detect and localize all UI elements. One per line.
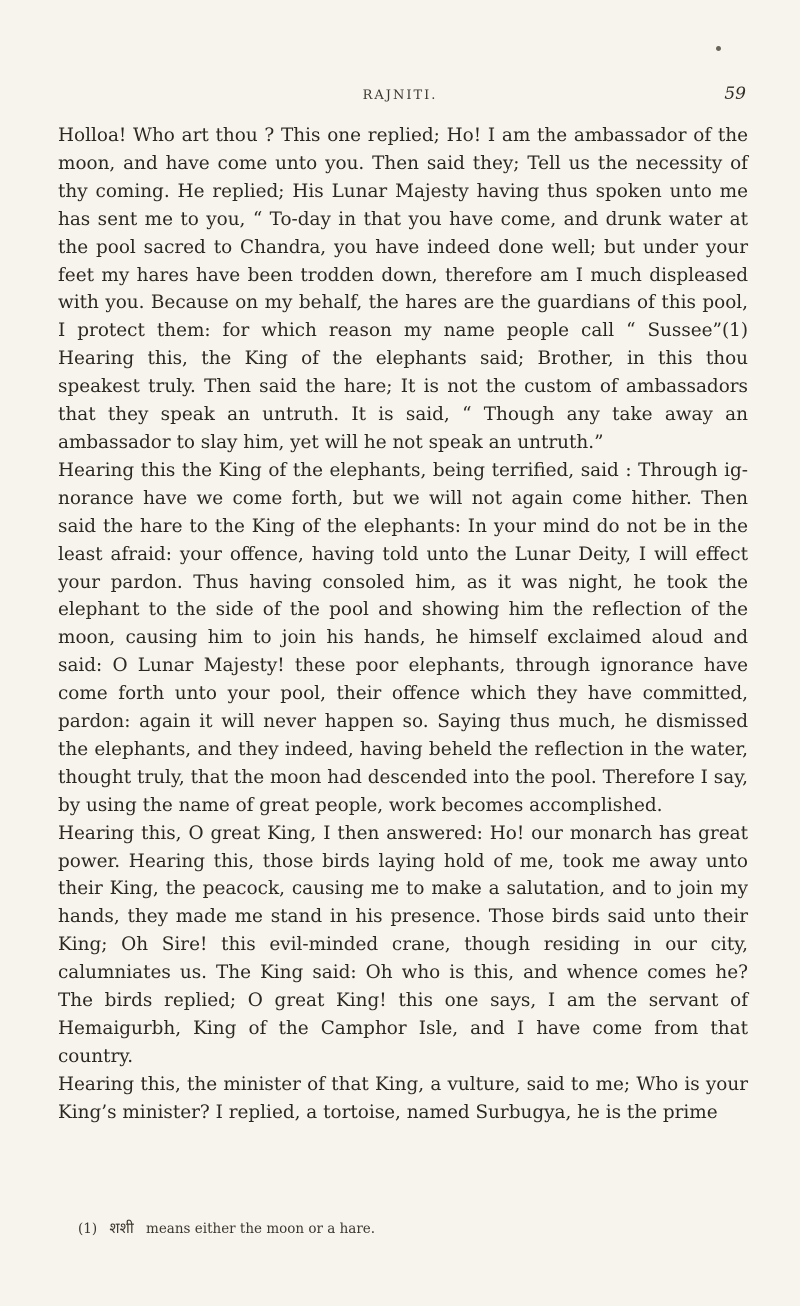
paragraph: Holloa! Who art thou ? This one replied; Ho! I am the ambassador of the moon, and have come unto you. Then said they; Tell us the necessity of thy coming. He replied; His Lunar Majesty having thus spoken unto me has sent me to you, “ To-day in that you have come, and drunk water at the pool sacred to Chandra, you have indeed done well; but under your feet my hares have been trodden down, therefore am I much displeased with you. Because on my behalf, the hares are the guardians of this pool, I protect them: for which reason my name people call “ Sussee”(1) Hearing this, the King of the elephants said; Brother, in this thou speakest truly. Then said the hare; It is not the custom of ambassadors that they speak an untruth. It is said, “ Though any take away an ambassador to slay him, yet will he not speak an untruth.”: [58, 125, 748, 453]
footnote: [78, 1218, 718, 1238]
footnote-text: means either the moon or a hare.: [146, 1221, 376, 1237]
running-title: RAJNITI.: [362, 88, 438, 103]
footnote-marker: (1): [78, 1221, 98, 1237]
footnote-term: शशी: [109, 1219, 134, 1237]
paragraph: Hearing this, O great King, I then answered: Ho! our monarch has great power. Hearing this, those birds laying hold of me, took me away unto their King, the peacock, causing me to make a salutation, and to join my hands, they made me stand in his presence. Those birds said unto their King; Oh Sire! this evil-minded crane, though residing in our city, calumniates us. The King said: Oh who is this, and whence comes he? The birds replied; O great King! this one says, I am the servant of Hemaigurbh, King of the Camphor Isle, and I have come from that country.: [58, 822, 748, 1067]
paragraph: Hearing this the King of the elephants, being terrified, said : Through ig- norance have we come forth, but we will not again come hither. Then said the hare to the King of the elephants: In your mind do not be in the least afraid: your offence, having told unto the Lunar Deity, I will effect your pardon. Thus having consoled him, as it was night, he took the elephant to the side of the pool and showing him the reflection of the moon, causing him to join his hands, he himself exclaimed aloud and said: O Lunar Majesty! these poor elephants, through ignorance have come forth unto your pool, their offence which they have committed, pardon: again it will never happen so. Saying thus much, he dismissed the elephants, and they indeed, having beheld the reflection in the water, thought truly, that the moon had descended into the pool. Therefore I say, by using the name of great people, work becomes accomplished.: [58, 459, 748, 816]
ink-speck: [716, 46, 721, 51]
page-number: 59: [724, 84, 746, 104]
paragraph: Hearing this, the minister of that King, a vulture, said to me; Who is your King’s minister? I replied, a tortoise, named Surbugya, he is the prime: [58, 1073, 748, 1123]
body-text: [58, 122, 748, 1127]
